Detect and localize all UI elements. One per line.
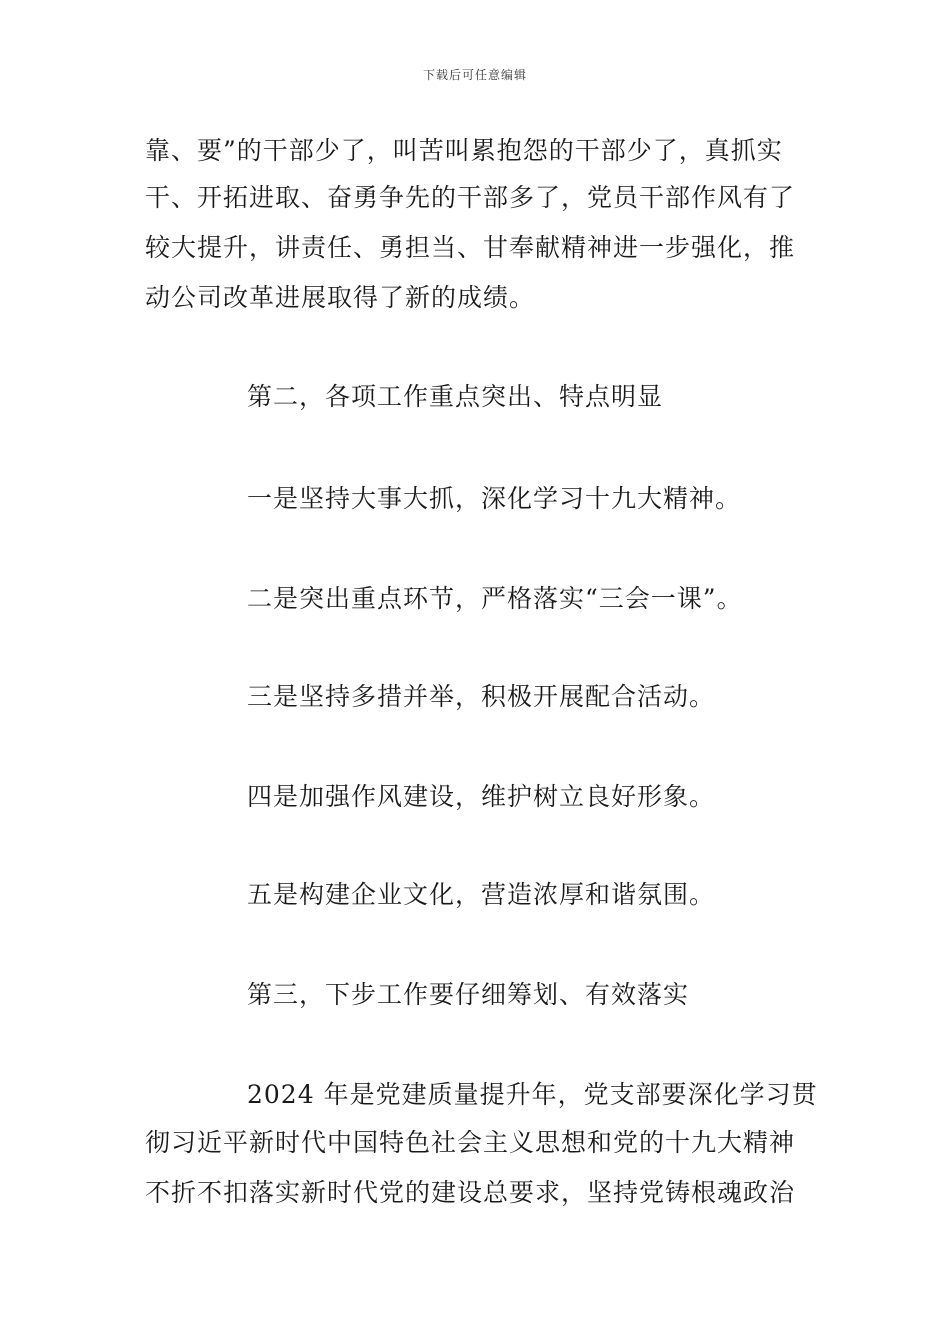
list-item: 四是加强作风建设，维护树立良好形象。 bbox=[247, 782, 716, 811]
paragraph-line: 不折不扣落实新时代党的建设总要求，坚持党铸根魂政治 bbox=[145, 1178, 796, 1207]
header-note: 下载后可任意编辑 bbox=[422, 68, 527, 82]
section-heading: 第二，各项工作重点突出、特点明显 bbox=[247, 382, 664, 411]
paragraph-line: 较大提升，讲责任、勇担当、甘奉献精神进一步强化，推 bbox=[145, 233, 796, 262]
list-item: 三是坚持多措并举，积极开展配合活动。 bbox=[247, 682, 716, 711]
section-heading: 第三，下步工作要仔细筹划、有效落实 bbox=[247, 980, 690, 1009]
paragraph-line: 干、开拓进取、奋勇争先的干部多了，党员干部作风有了 bbox=[145, 183, 796, 212]
paragraph-line: 动公司改革进展取得了新的成绩。 bbox=[145, 283, 536, 312]
paragraph-line: 彻习近平新时代中国特色社会主义思想和党的十九大精神 bbox=[145, 1128, 796, 1157]
list-item: 五是构建企业文化，营造浓厚和谐氛围。 bbox=[247, 880, 716, 909]
paragraph-line: 2024 年是党建质量提升年，党支部要深化学习贯 bbox=[247, 1080, 818, 1109]
list-item: 一是坚持大事大抓，深化学习十九大精神。 bbox=[247, 484, 742, 513]
list-item: 二是突出重点环节，严格落实“三会一课”。 bbox=[247, 584, 743, 613]
paragraph-line: 靠、要”的干部少了，叫苦叫累抱怨的干部少了，真抓实 bbox=[145, 136, 783, 165]
